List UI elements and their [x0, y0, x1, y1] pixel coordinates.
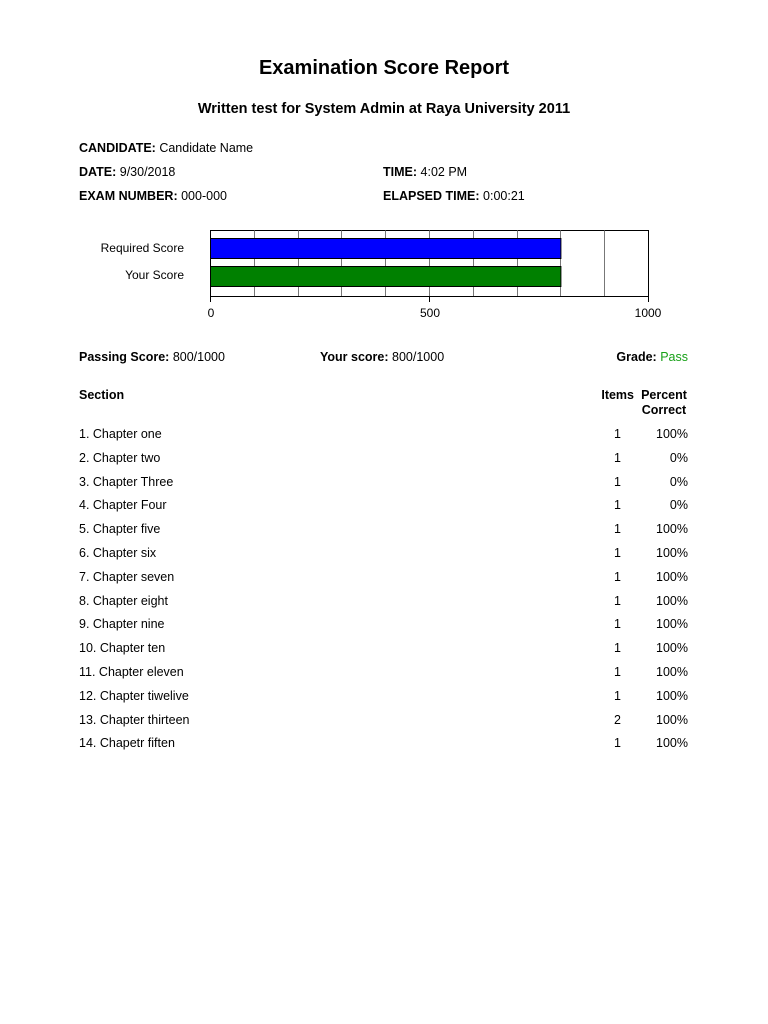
- row-percent-cell: 100%: [656, 665, 688, 679]
- table-row: [0, 689, 768, 713]
- row-section-cell: 13. Chapter thirteen: [79, 712, 190, 727]
- row-items-cell: 1: [614, 665, 621, 679]
- score-chart: [0, 0, 768, 330]
- table-row: [0, 736, 768, 760]
- table-row: [0, 617, 768, 641]
- row-items-cell: 1: [614, 641, 621, 656]
- date-label: DATE:: [79, 165, 117, 179]
- row-section-cell: 11. Chapter eleven: [79, 665, 184, 679]
- row-section-cell: 3. Chapter Three: [79, 474, 174, 489]
- row-section-cell: 1. Chapter one: [79, 427, 162, 441]
- items-column-header: Items: [601, 388, 634, 402]
- candidate-value: Candidate Name: [159, 141, 254, 155]
- table-row: [0, 451, 768, 475]
- table-row: [0, 498, 768, 522]
- your-score-value: 800/1000: [392, 350, 445, 364]
- row-section-cell: 14. Chapetr fiften: [79, 736, 175, 751]
- table-row: [0, 475, 768, 499]
- row-percent-cell: 100%: [656, 736, 688, 751]
- row-items-cell: 1: [614, 593, 621, 608]
- grade-field: [580, 350, 688, 364]
- elapsed-time-label: ELAPSED TIME:: [383, 189, 480, 203]
- row-section-cell: 2. Chapter two: [79, 450, 161, 465]
- table-row: [0, 594, 768, 618]
- grade-value: Pass: [660, 350, 688, 364]
- percent-column-header: [640, 388, 688, 418]
- table-row: [0, 522, 768, 546]
- row-percent-cell: 100%: [656, 427, 688, 441]
- row-section-cell: 4. Chapter Four: [79, 498, 167, 513]
- row-section-cell: 6. Chapter six: [79, 546, 157, 560]
- row-section-cell: 5. Chapter five: [79, 522, 161, 537]
- your-score-label: Your score:: [320, 350, 389, 364]
- your-score-field: [320, 350, 444, 364]
- row-section-cell: 9. Chapter nine: [79, 617, 165, 632]
- table-row: [0, 570, 768, 594]
- chart-category-label-required: Required Score: [100, 241, 184, 255]
- row-items-cell: 2: [614, 712, 621, 727]
- row-items-cell: 1: [614, 546, 621, 560]
- row-percent-cell: 100%: [656, 569, 688, 584]
- row-items-cell: 1: [614, 522, 621, 537]
- date-value: 9/30/2018: [119, 165, 176, 179]
- row-percent-cell: 100%: [656, 617, 688, 632]
- row-items-cell: 1: [614, 498, 621, 513]
- percent-header-line2: Correct: [641, 403, 687, 417]
- exam-number-value: 000-000: [181, 189, 227, 203]
- row-items-cell: 1: [614, 617, 621, 632]
- required-score-bar: [211, 239, 561, 259]
- your-score-bar: [211, 267, 561, 287]
- row-items-cell: 1: [614, 474, 621, 489]
- chart-tick-label: 1000: [634, 306, 662, 320]
- table-row: [0, 665, 768, 689]
- chart-category-label-your: Your Score: [125, 268, 184, 282]
- row-percent-cell: 0%: [669, 450, 688, 465]
- table-row: [0, 641, 768, 665]
- grade-label: Grade:: [616, 350, 657, 364]
- report-subtitle: Written test for System Admin at Raya University 2011: [197, 101, 571, 117]
- row-percent-cell: 100%: [656, 546, 688, 560]
- row-percent-cell: 100%: [656, 593, 688, 608]
- row-items-cell: 1: [614, 688, 621, 703]
- row-items-cell: 1: [614, 427, 621, 441]
- passing-score-field: [79, 350, 225, 364]
- chart-tick-label: 0: [207, 306, 215, 320]
- passing-score-value: 800/1000: [172, 350, 225, 364]
- row-percent-cell: 100%: [656, 688, 688, 703]
- report-title: Examination Score Report: [258, 57, 510, 79]
- table-row: [0, 546, 768, 570]
- row-percent-cell: 100%: [656, 522, 688, 537]
- table-row: [0, 713, 768, 737]
- time-value: 4:02 PM: [420, 165, 468, 179]
- percent-header-line1: Percent: [641, 388, 687, 402]
- row-percent-cell: 100%: [656, 641, 688, 656]
- elapsed-time-value: 0:00:21: [483, 189, 525, 203]
- time-label: TIME:: [383, 165, 418, 179]
- row-section-cell: 8. Chapter eight: [79, 593, 168, 608]
- chart-tick-label: 500: [419, 306, 441, 320]
- exam-number-label: EXAM NUMBER:: [79, 189, 178, 203]
- row-items-cell: 1: [614, 736, 621, 751]
- candidate-label: CANDIDATE:: [79, 141, 156, 155]
- section-column-header: Section: [79, 388, 125, 402]
- row-percent-cell: 0%: [669, 474, 688, 489]
- passing-score-label: Passing Score:: [79, 350, 170, 364]
- row-items-cell: 1: [614, 450, 621, 465]
- row-items-cell: 1: [614, 569, 621, 584]
- row-section-cell: 7. Chapter seven: [79, 569, 175, 584]
- table-row: [0, 427, 768, 451]
- row-percent-cell: 100%: [656, 712, 688, 727]
- row-percent-cell: 0%: [669, 498, 688, 513]
- row-section-cell: 12. Chapter tiwelive: [79, 688, 189, 703]
- row-section-cell: 10. Chapter ten: [79, 641, 166, 656]
